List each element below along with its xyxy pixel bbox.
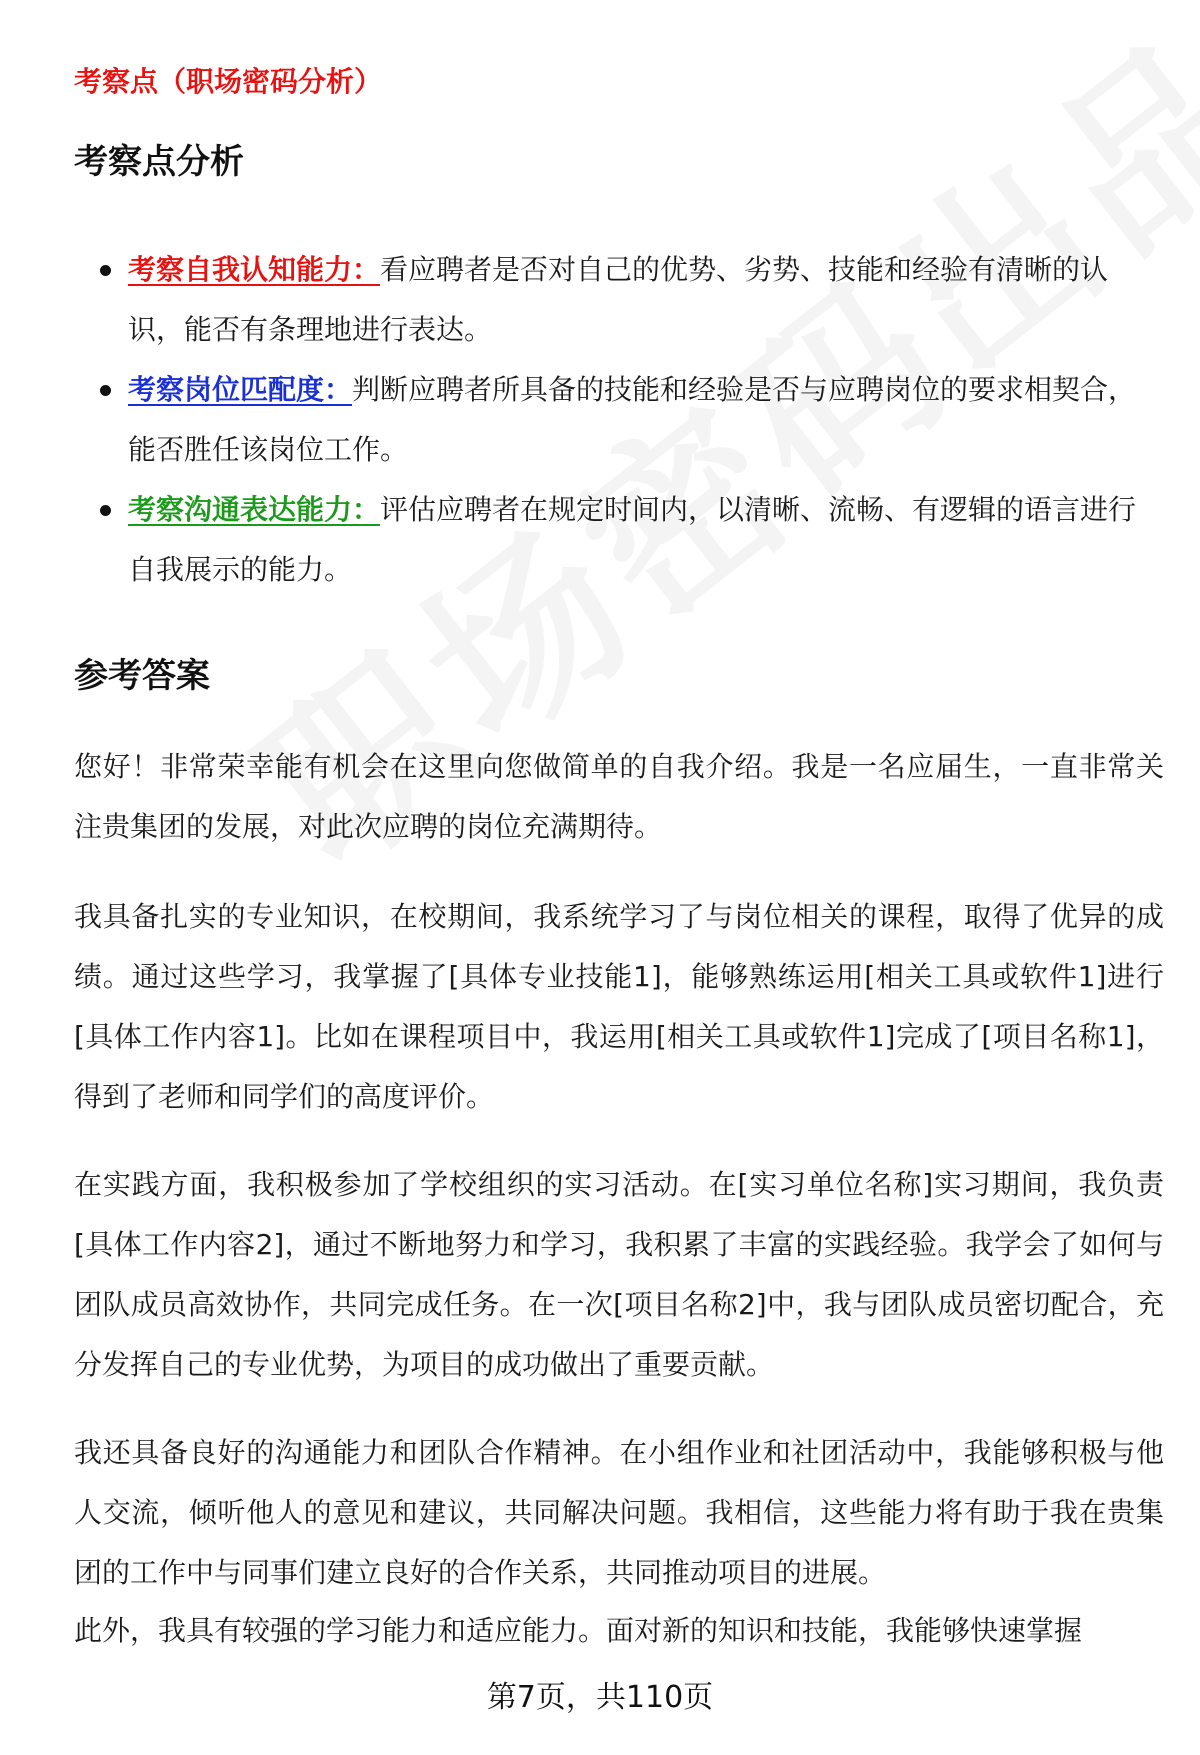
answer-paragraph: 此外，我具有较强的学习能力和适应能力。面对新的知识和技能，我能够快速掌握 xyxy=(74,1614,1083,1647)
answer-paragraph: 您好！非常荣幸能有机会在这里向您做简单的自我介绍。我是一名应届生，一直非常关注贵集团的发展，对此次应聘的岗位充满期待。 xyxy=(74,750,1164,843)
bullet-dot-icon xyxy=(100,385,111,396)
bullet-text: 看应聘者是否对自己的优势、劣势、技能和经验有清晰的认识，能否有条理地进行表达。 xyxy=(128,253,1109,346)
analysis-heading: 考察点分析 xyxy=(74,142,244,182)
answer-paragraph: 在实践方面，我积极参加了学校组织的实习活动。在[实习单位名称]实习期间，我负责[具体工作内容2]，通过不断地努力和学习，我积累了丰富的实践经验。我学会了如何与团队成员高效协作，共同完成任务。在一次[项目名称2]中，我与团队成员密切配合，充分发挥自己的专业优势，为项目的成功做出了重要贡献。 xyxy=(74,1168,1164,1381)
section-label: 考察点（职场密码分析） xyxy=(74,65,383,98)
bullet-keyword: 考察沟通表达能力： xyxy=(128,493,381,526)
bullet-item xyxy=(74,480,1154,600)
page-number-footer: 第7页，共110页 xyxy=(486,1680,714,1715)
answer-paragraph: 我具备扎实的专业知识，在校期间，我系统学习了与岗位相关的课程，取得了优异的成绩。通过这些学习，我掌握了[具体专业技能1]，能够熟练运用[相关工具或软件1]进行[具体工作内容1]。比如在课程项目中，我运用[相关工具或软件1]完成了[项目名称1]，得到了老师和同学们的高度评价。 xyxy=(74,900,1164,1113)
answer-paragraph: 我还具备良好的沟通能力和团队合作精神。在小组作业和社团活动中，我能够积极与他人交流，倾听他人的意见和建议，共同解决问题。我相信，这些能力将有助于我在贵集团的工作中与同事们建立良好的合作关系，共同推动项目的进展。 xyxy=(74,1436,1164,1589)
bullet-keyword: 考察岗位匹配度： xyxy=(128,373,353,406)
bullet-item xyxy=(74,360,1154,480)
answer-heading: 参考答案 xyxy=(74,656,210,696)
bullet-dot-icon xyxy=(100,505,111,516)
analysis-bullet-list xyxy=(74,240,1154,600)
bullet-item xyxy=(74,240,1154,360)
bullet-keyword: 考察自我认知能力： xyxy=(128,253,381,286)
bullet-text: 评估应聘者在规定时间内，以清晰、流畅、有逻辑的语言进行自我展示的能力。 xyxy=(128,493,1137,586)
bullet-text: 判断应聘者所具备的技能和经验是否与应聘岗位的要求相契合，能否胜任该岗位工作。 xyxy=(128,373,1137,466)
bullet-dot-icon xyxy=(100,265,111,276)
